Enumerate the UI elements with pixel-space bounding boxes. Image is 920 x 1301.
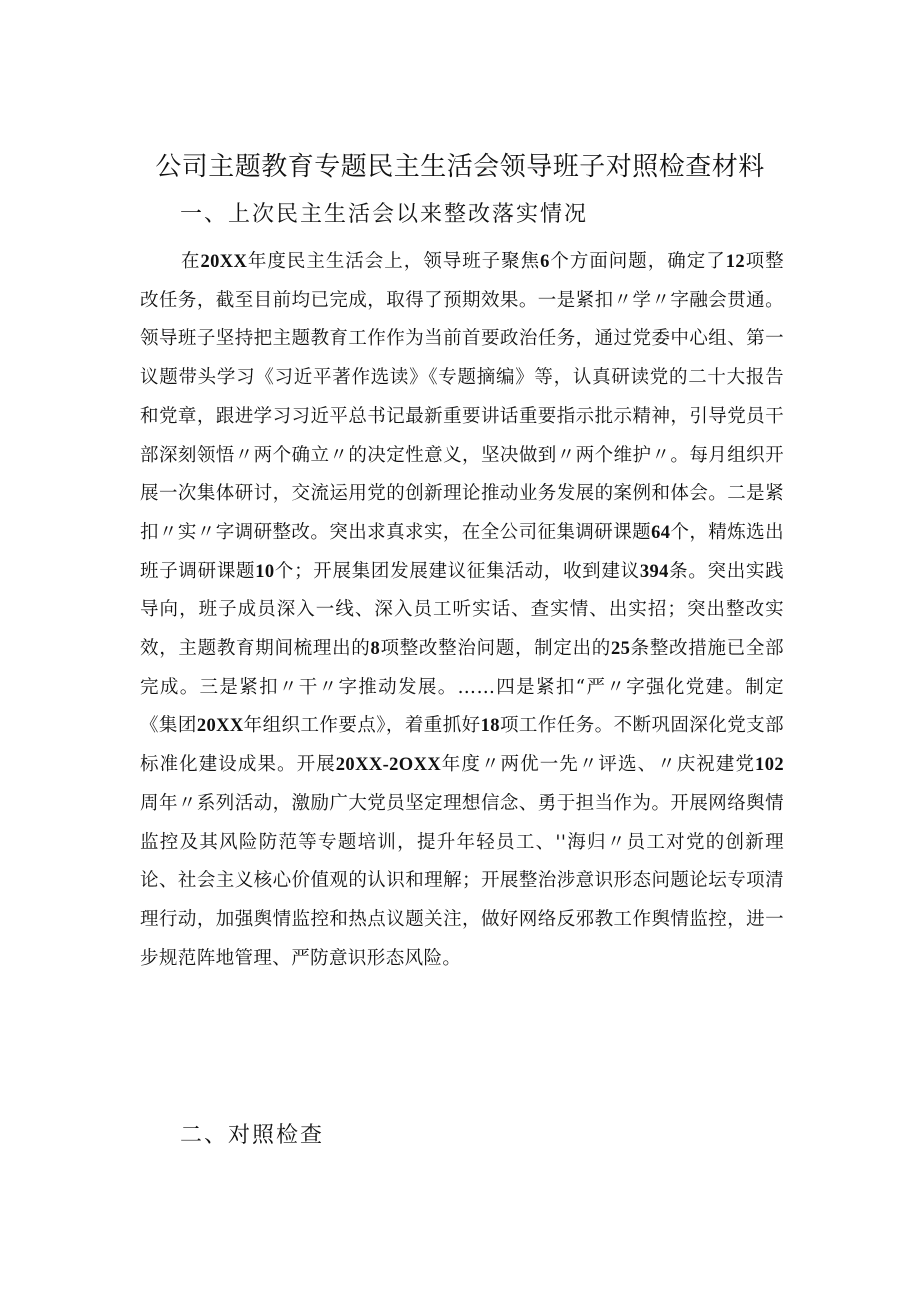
text-run: 年度民主生活会上，领导班子聚焦 [247, 251, 541, 272]
bold-figure: 394 [639, 561, 669, 582]
text-run: 项整改任务，截至目前均已完成，取得了预期效果。一是紧扣〃学〃字融会贯通。领导班子坚持把主题教育工作作为当前首要政治任务，通过党委中心组、第一议题带头学习《习近平著作选读》《专题摘编》等，认真研读党的二十大报告和党章，跟进学习习近平总书记最新重要讲话重要指示批示精神，引导党员干部深刻领悟〃两个确立〃的决定性意义，坚决做到〃两个维护〃。每月组织开展一次集体研讨，交流运用党的创新理论推动业务发展的案例和体会。二是紧扣〃实〃字调研整改。突出求真求实，在全公司征集调研课题 [140, 251, 784, 543]
bold-figure: 102 [755, 755, 784, 776]
bold-figure: 8 [370, 639, 381, 660]
bold-figure: 6 [540, 252, 550, 272]
bold-figure: 25 [611, 639, 631, 660]
document-title: 公司主题教育专题民主生活会领导班子对照检查材料 [155, 152, 765, 182]
text-run: 个方面问题，确定了 [549, 251, 726, 272]
bold-figure: 64 [651, 522, 671, 543]
bold-figure: 10 [255, 561, 275, 582]
section-heading-1: 一、上次民主生活会以来整改落实情况 [180, 202, 589, 227]
text-run: 个，精炼选出班子调研课题 [140, 521, 784, 582]
bold-figure: 18 [480, 716, 500, 737]
section-1-paragraph [140, 243, 784, 978]
text-run: 条。突出实践导向，班子成员深入一线、深入员工听实话、查实情、出实招；突出整改实效，主题教育期间梳理出的 [140, 560, 785, 660]
text-run: 项整改整治问题，制定出的 [380, 638, 611, 660]
text-run: 周年〃系列活动，激励广大党员坚定理想信念、勇于担当作为。开展网络舆情监控及其风险防范等专题培训，提升年轻员工、''海归〃员工对党的创新理论、社会主义核心价值观的认识和理解；开展整治涉意识形态问题论坛专项清理行动，加强舆情监控和热点议题关注，做好网络反邪教工作舆情监控，进一步规范阵地管理、严防意识形态风险。 [140, 792, 784, 969]
bold-figure: 20XX [196, 716, 244, 737]
text-run: 在 [181, 251, 201, 272]
section-heading-2: 二、对照检查 [180, 1123, 325, 1148]
bold-figure: 20XX-2OXX [335, 755, 442, 776]
bold-figure: 20XX [200, 252, 248, 272]
text-run: 项工作任务。不断巩固深化党支部标准化建设成果。开展 [140, 715, 784, 776]
text-run: 年度〃两优一先〃评选、〃庆祝建党 [441, 754, 756, 776]
text-run: 年组织工作要点》，着重抓好 [243, 715, 481, 737]
text-run: 条整改措施已全部完成。三是紧扣〃干〃字推动发展。……四是紧扣“严〃字强化党建。制定《集团 [140, 638, 784, 737]
bold-figure: 12 [725, 252, 746, 272]
text-run: 个；开展集团发展建议征集活动，收到建议 [274, 560, 640, 582]
